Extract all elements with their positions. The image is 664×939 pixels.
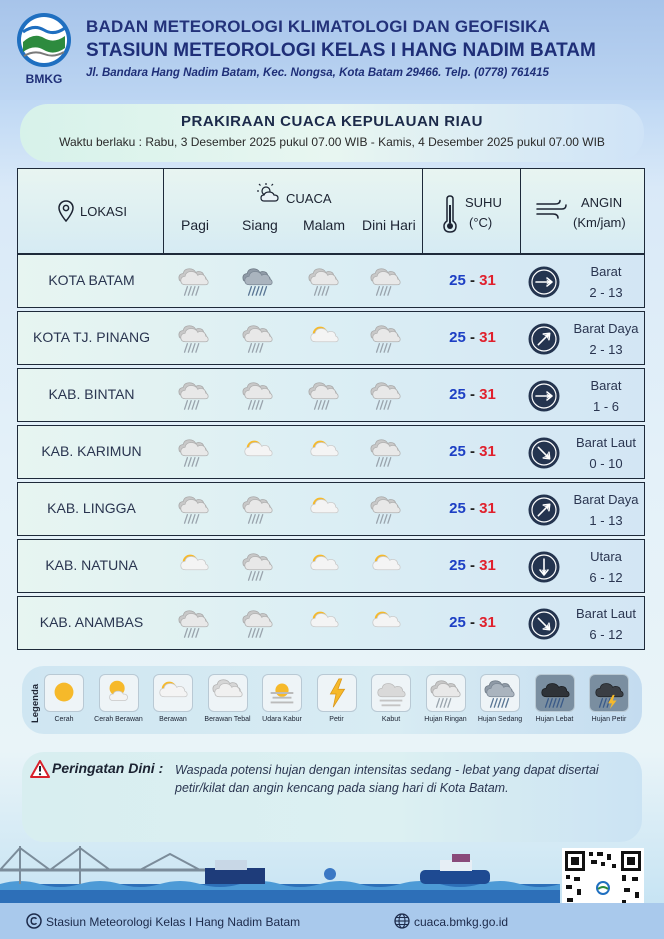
legend-title: Legenda <box>30 683 42 724</box>
temp-max: 31 <box>479 443 496 460</box>
wind-compass-icon <box>527 379 561 413</box>
warning-text: Waspada potensi hujan dengan intensitas sedang - lebat yang dapat disertai petir/kilat dan angin kencang pada siang hari di Kota Batam. <box>175 763 599 795</box>
header-wind-line1: ANGIN <box>581 195 623 210</box>
legend-item <box>419 674 473 723</box>
legend-label: Berawan Tebal <box>204 716 251 723</box>
legend-icon-box <box>262 674 302 712</box>
org-name-line1: BADAN METEOROLOGI KLIMATOLOGI DAN GEOFISIKA <box>86 17 551 36</box>
early-warning <box>22 752 642 842</box>
legend-icon-box <box>99 674 139 712</box>
wind-direction: Barat Laut <box>576 606 636 621</box>
legend-icon-box <box>208 674 248 712</box>
legend-item <box>255 674 309 723</box>
table-row <box>17 254 645 308</box>
temp-max: 31 <box>479 557 496 574</box>
wind-icon <box>535 198 567 220</box>
table-row <box>17 482 645 536</box>
location-name: KOTA TJ. PINANG <box>33 329 150 345</box>
warning-title: Peringatan Dini : <box>52 760 164 776</box>
haze-icon <box>265 676 299 710</box>
legend-item <box>582 674 636 723</box>
legend-label: Hujan Sedang <box>477 716 523 723</box>
wind-compass-icon <box>527 436 561 470</box>
validity-period: Waktu berlaku : Rabu, 3 Desember 2025 pukul 07.00 WIB - Kamis, 4 Desember 2025 pukul 07.00 WIB <box>59 135 605 149</box>
wind-compass-icon <box>527 550 561 584</box>
light-rain-icon <box>240 378 276 412</box>
temp-min: 25 <box>449 329 466 346</box>
table-row <box>17 425 645 479</box>
forecast-table <box>17 168 645 655</box>
title-banner <box>20 104 644 162</box>
wind-speed: 6 - 12 <box>589 570 623 585</box>
partly-cloudy-icon <box>306 606 342 640</box>
wind-speed: 2 - 13 <box>589 285 623 300</box>
temp-max: 31 <box>479 386 496 403</box>
address: Jl. Bandara Hang Nadim Batam, Kec. Nongsa, Kota Batam 29466. Telp. (0778) 761415 <box>86 67 549 79</box>
temp-max: 31 <box>479 500 496 517</box>
temperature-range <box>423 255 522 306</box>
legend-icon-box <box>426 674 466 712</box>
header-location-label: LOKASI <box>80 204 127 219</box>
legend-label: Kabut <box>381 716 401 723</box>
temperature-range <box>423 483 522 534</box>
header-weather-label: CUACA <box>286 191 332 206</box>
temp-min: 25 <box>449 557 466 574</box>
wind-direction: Barat Daya <box>573 321 639 336</box>
page-title: PRAKIRAAN CUACA KEPULAUAN RIAU <box>181 113 483 130</box>
temp-min: 25 <box>449 386 466 403</box>
fog-icon <box>374 676 408 710</box>
location-name: KOTA BATAM <box>48 272 135 288</box>
legend-icon-box <box>480 674 520 712</box>
sunny-icon <box>47 676 81 710</box>
partly-cloudy-icon <box>306 492 342 526</box>
legend-item <box>473 674 527 723</box>
temp-min: 25 <box>449 272 466 289</box>
temp-separator: - <box>465 386 480 403</box>
temp-max: 31 <box>479 272 496 289</box>
period-siang: Siang <box>242 217 278 233</box>
legend-item <box>146 674 200 723</box>
legend-label: Cerah <box>54 716 74 723</box>
legend-item <box>528 674 582 723</box>
moderate-rain-icon <box>240 264 276 298</box>
header-temp-line1: SUHU <box>465 195 502 210</box>
table-row <box>17 596 645 650</box>
header <box>0 0 664 100</box>
legend-label: Hujan Lebat <box>535 716 574 723</box>
light-rain-icon <box>176 492 212 526</box>
light-rain-icon <box>240 549 276 583</box>
thermometer-icon <box>443 195 457 233</box>
temp-separator: - <box>465 329 480 346</box>
light-rain-icon <box>240 606 276 640</box>
legend-icon-box <box>589 674 629 712</box>
wind-direction: Utara <box>590 549 622 564</box>
header-temperature <box>422 168 521 254</box>
heavy-rain-icon <box>538 676 572 710</box>
light-rain-icon <box>176 378 212 412</box>
wind-speed: 1 - 6 <box>592 399 619 414</box>
legend-item <box>364 674 418 723</box>
partly-cloudy-icon <box>368 606 404 640</box>
temp-min: 25 <box>449 614 466 631</box>
footer <box>0 903 664 939</box>
partly-cloudy-icon <box>156 676 190 710</box>
table-row <box>17 368 645 422</box>
location-name: KAB. LINGGA <box>47 500 136 516</box>
legend-label: Hujan Ringan <box>424 716 467 723</box>
legend-icon-box <box>153 674 193 712</box>
lightning-icon <box>320 676 354 710</box>
light-rain-icon <box>306 264 342 298</box>
wind-speed: 0 - 10 <box>589 456 623 471</box>
wind-speed: 1 - 13 <box>589 513 623 528</box>
light-rain-icon <box>240 321 276 355</box>
org-name-line2: STASIUN METEOROLOGI KELAS I HANG NADIM BATAM <box>86 40 596 61</box>
light-rain-icon <box>368 321 404 355</box>
wind-speed: 6 - 12 <box>589 627 623 642</box>
globe-icon <box>394 913 410 929</box>
logo-text: BMKG <box>25 72 63 86</box>
light-rain-icon <box>176 321 212 355</box>
temp-separator: - <box>465 272 480 289</box>
location-name: KAB. KARIMUN <box>41 443 142 459</box>
legend-icon-box <box>535 674 575 712</box>
light-rain-icon <box>306 378 342 412</box>
wind-compass-icon <box>527 607 561 641</box>
light-rain-icon <box>368 378 404 412</box>
location-name: KAB. ANAMBAS <box>39 614 144 630</box>
temperature-range <box>423 426 522 477</box>
partly-cloudy-icon <box>306 321 342 355</box>
temp-max: 31 <box>479 329 496 346</box>
table-row <box>17 311 645 365</box>
wind-compass-icon <box>527 265 561 299</box>
partly-cloudy-icon <box>256 182 282 204</box>
legend-icon-box <box>317 674 357 712</box>
light-rain-icon <box>176 435 212 469</box>
wind-direction: Barat Laut <box>576 435 636 450</box>
light-rain-icon <box>429 676 463 710</box>
overcast-icon <box>211 676 245 710</box>
thunderstorm-icon <box>592 676 626 710</box>
header-wind <box>520 168 645 254</box>
footer-website-link[interactable]: cuaca.bmkg.go.id <box>414 915 509 929</box>
light-rain-icon <box>240 492 276 526</box>
legend-label: Petir <box>329 716 344 723</box>
wind-compass-icon <box>527 493 561 527</box>
light-rain-icon <box>176 606 212 640</box>
header-weather <box>163 168 423 254</box>
period-dini-hari: Dini Hari <box>362 217 416 233</box>
temperature-range <box>423 597 522 648</box>
location-pin-icon <box>58 200 74 222</box>
legend-item <box>37 674 91 723</box>
temp-max: 31 <box>479 614 496 631</box>
legend-label: Udara Kabur <box>262 716 302 723</box>
temp-separator: - <box>465 500 480 517</box>
temp-min: 25 <box>449 500 466 517</box>
light-rain-icon <box>368 435 404 469</box>
partly-cloudy-icon <box>368 549 404 583</box>
partly-cloudy-icon <box>240 435 276 469</box>
temp-min: 25 <box>449 443 466 460</box>
wind-direction: Barat <box>590 264 622 279</box>
legend-icon-box <box>44 674 84 712</box>
legend-icon-box <box>371 674 411 712</box>
period-malam: Malam <box>303 217 346 233</box>
temp-separator: - <box>465 614 480 631</box>
header-temp-line2: (°C) <box>469 215 493 230</box>
wind-direction: Barat <box>590 378 622 393</box>
period-pagi: Pagi <box>181 217 210 233</box>
temp-separator: - <box>465 557 480 574</box>
legend-item <box>310 674 364 723</box>
location-name: KAB. NATUNA <box>45 557 138 573</box>
light-rain-icon <box>176 264 212 298</box>
footer-station-name: Stasiun Meteorologi Kelas I Hang Nadim Batam <box>46 915 301 929</box>
temperature-range <box>423 369 522 420</box>
light-rain-icon <box>368 264 404 298</box>
light-rain-icon <box>368 492 404 526</box>
header-location <box>17 168 164 254</box>
partly-cloudy-icon <box>306 435 342 469</box>
legend-label: Hujan Petir <box>591 716 627 723</box>
partly-cloudy-icon <box>306 549 342 583</box>
wind-compass-icon <box>527 322 561 356</box>
table-row <box>17 539 645 593</box>
legend-item <box>201 674 255 723</box>
legend-label: Berawan <box>159 716 187 723</box>
partly-cloudy-icon <box>176 549 212 583</box>
mostly-sunny-icon <box>102 676 136 710</box>
location-name: KAB. BINTAN <box>48 386 135 402</box>
temp-separator: - <box>465 443 480 460</box>
legend-label: Cerah Berawan <box>94 716 143 723</box>
copyright-icon <box>26 913 42 929</box>
legend <box>22 666 642 734</box>
warning-icon <box>30 760 50 778</box>
wind-speed: 2 - 13 <box>589 342 623 357</box>
wind-direction: Barat Daya <box>573 492 639 507</box>
moderate-rain-icon <box>483 676 517 710</box>
header-wind-line2: (Km/jam) <box>573 215 626 230</box>
legend-item <box>92 674 146 723</box>
temperature-range <box>423 312 522 363</box>
temperature-range <box>423 540 522 591</box>
